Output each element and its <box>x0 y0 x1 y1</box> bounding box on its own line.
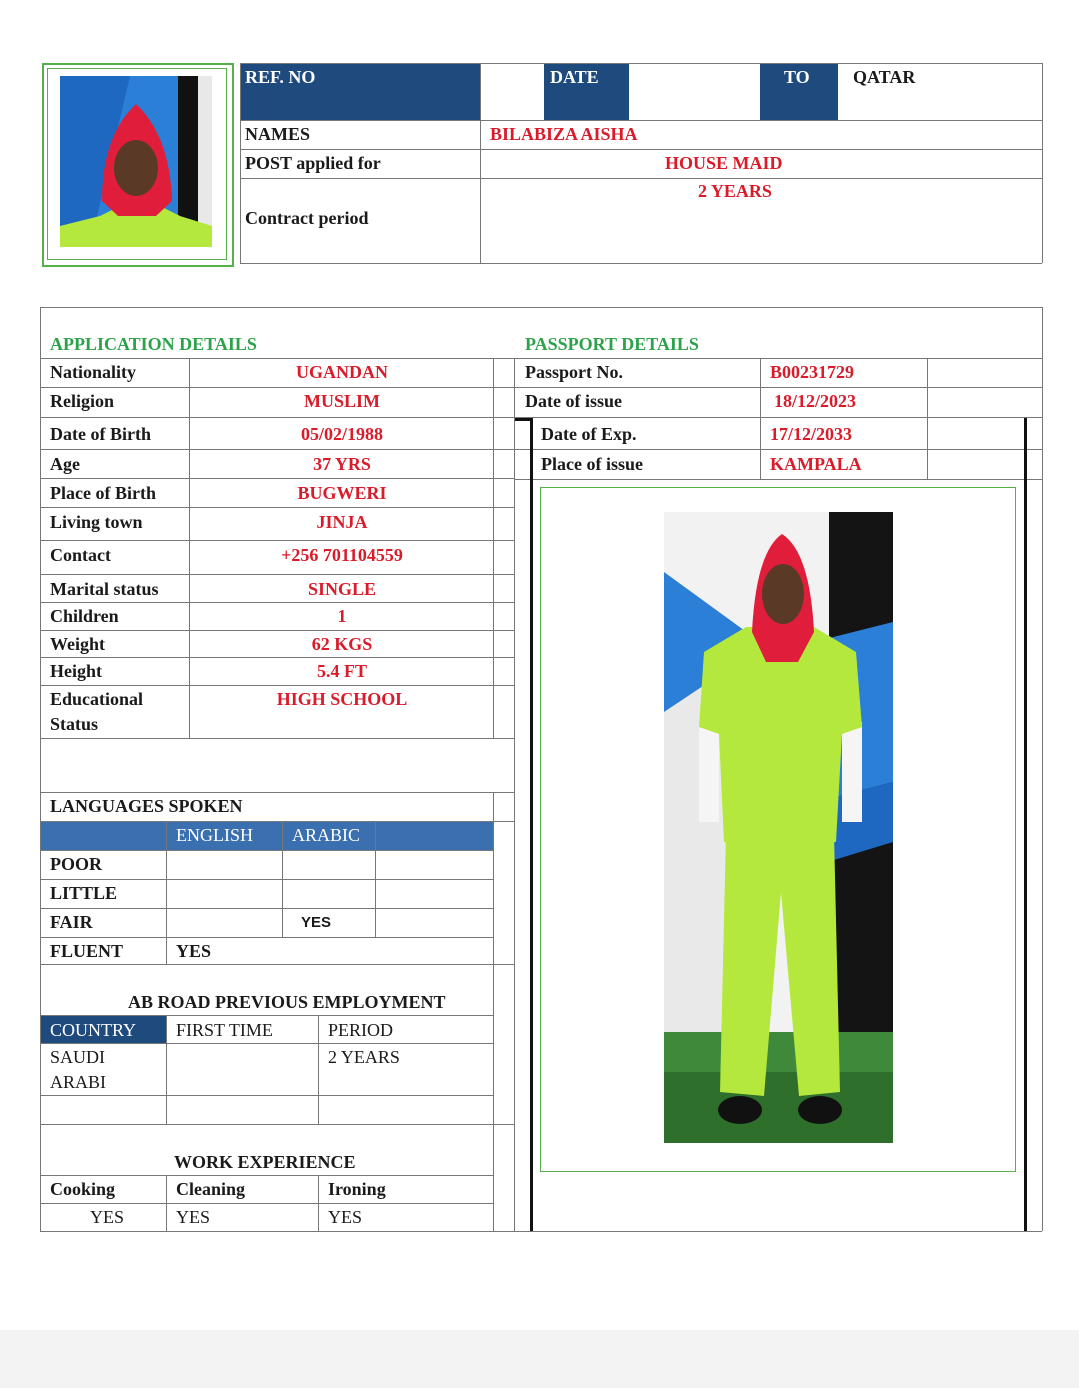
passport-row-label: Passport No. <box>525 362 623 382</box>
bottom-bar <box>0 1330 1079 1388</box>
app-row-label: Contact <box>50 545 111 565</box>
skill-value: YES <box>90 1207 125 1227</box>
employment-col-period: PERIOD <box>328 1020 394 1040</box>
employment-title: AB ROAD PREVIOUS EMPLOYMENT <box>128 992 446 1012</box>
to-label: TO <box>784 67 810 87</box>
contract-value: 2 YEARS <box>698 181 772 201</box>
skill-label: Ironing <box>328 1179 386 1199</box>
passport-details-title: PASSPORT DETAILS <box>525 334 699 354</box>
app-row-label: Date of Birth <box>50 424 151 444</box>
education-label-1: Educational <box>50 689 144 709</box>
language-level: FAIR <box>50 912 93 932</box>
employment-col-first-time: FIRST TIME <box>176 1020 273 1040</box>
employment-country-line-1: SAUDI <box>50 1047 106 1067</box>
app-row-value: SINGLE <box>307 579 377 599</box>
names-value: BILABIZA AISHA <box>490 124 638 144</box>
portrait-photo <box>60 76 212 247</box>
language-level: POOR <box>50 854 102 874</box>
app-row-value: 62 KGS <box>311 634 373 654</box>
skill-label: Cleaning <box>176 1179 246 1199</box>
language-level: FLUENT <box>50 941 124 961</box>
app-row-label: Living town <box>50 512 143 532</box>
destination-value: QATAR <box>853 67 916 87</box>
skill-value: YES <box>176 1207 211 1227</box>
skill-value: YES <box>328 1207 363 1227</box>
post-label: POST applied for <box>245 153 381 173</box>
names-label: NAMES <box>245 124 311 144</box>
languages-title: LANGUAGES SPOKEN <box>50 796 243 816</box>
passport-row-value: 18/12/2023 <box>774 391 857 411</box>
passport-row-label: Date of issue <box>525 391 622 411</box>
app-row-value: 37 YRS <box>313 454 371 474</box>
passport-row-label: Place of issue <box>541 454 643 474</box>
contract-label: Contract period <box>245 208 369 228</box>
app-row-value: MUSLIM <box>304 391 380 411</box>
passport-row-value: 17/12/2033 <box>770 424 853 444</box>
language-fluent-english: YES <box>176 941 212 961</box>
app-row-value: 1 <box>337 606 347 626</box>
app-row-label: Age <box>50 454 80 474</box>
work-experience-title: WORK EXPERIENCE <box>174 1152 356 1172</box>
language-fair-arabic: YES <box>301 914 332 931</box>
passport-row-value: B00231729 <box>770 362 855 382</box>
post-value: HOUSE MAID <box>665 153 783 173</box>
education-value: HIGH SCHOOL <box>276 689 408 709</box>
employment-col-country: COUNTRY <box>50 1020 137 1040</box>
app-row-label: Weight <box>50 634 106 654</box>
application-details-title: APPLICATION DETAILS <box>50 334 257 354</box>
app-row-value: UGANDAN <box>296 362 388 382</box>
app-row-value: BUGWERI <box>297 483 387 503</box>
language-col-arabic: ARABIC <box>292 825 361 845</box>
education-label-2: Status <box>50 714 99 734</box>
date-label: DATE <box>550 67 599 87</box>
app-row-value: 5.4 FT <box>316 661 367 681</box>
skill-label: Cooking <box>50 1179 116 1199</box>
ref-no-label: REF. NO <box>245 67 316 87</box>
app-row-label: Marital status <box>50 579 159 599</box>
language-level: LITTLE <box>50 883 118 903</box>
app-row-value: JINJA <box>316 512 368 532</box>
employment-country-line-2: ARABI <box>50 1072 107 1092</box>
passport-row-label: Date of Exp. <box>541 424 637 444</box>
app-row-label: Children <box>50 606 119 626</box>
app-row-label: Religion <box>50 391 115 411</box>
full-body-photo <box>664 512 893 1143</box>
passport-row-value: KAMPALA <box>770 454 862 474</box>
app-row-label: Place of Birth <box>50 483 156 503</box>
app-row-label: Height <box>50 661 102 681</box>
app-row-value: +256 701104559 <box>281 545 403 565</box>
language-col-english: ENGLISH <box>176 825 253 845</box>
app-row-label: Nationality <box>50 362 137 382</box>
employment-period-value: 2 YEARS <box>328 1047 400 1067</box>
app-row-value: 05/02/1988 <box>300 424 383 444</box>
